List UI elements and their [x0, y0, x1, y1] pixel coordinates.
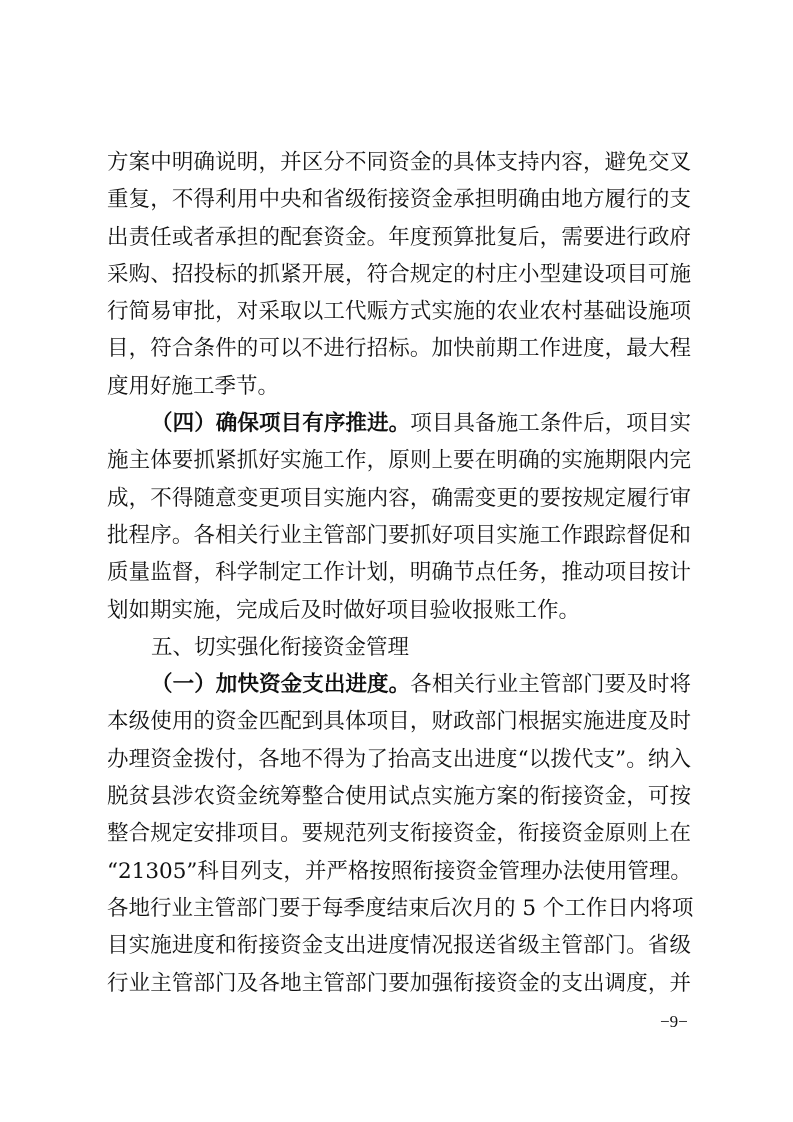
paragraph-section-5-1 — [107, 666, 694, 1002]
text-line: 批程序。各相关行业主管部门要抓好项目实施工作跟踪督促和 — [107, 522, 691, 548]
text-line — [107, 666, 691, 703]
text-line: 施主体要抓紧抓好实施工作，原则上要在明确的实施期限内完 — [107, 448, 691, 474]
section-heading: （一）加快资金支出进度。 — [151, 672, 411, 698]
text-line — [107, 405, 691, 442]
text-line: 重复，不得利用中央和省级衔接资金承担明确由地方履行的支 — [107, 187, 691, 213]
text-line: 行业主管部门及各地主管部门要加强衔接资金的支出调度，并 — [107, 970, 691, 996]
text-line: 办理资金拨付，各地不得为了抬高支出进度“以拨代支”。纳入 — [107, 746, 691, 772]
text-line: 成，不得随意变更项目实施内容，确需变更的要按规定履行审 — [107, 485, 691, 511]
text-line: 本级使用的资金匹配到具体项目，财政部门根据实施进度及时 — [107, 709, 691, 735]
text-line: 出责任或者承担的配套资金。年度预算批复后，需要进行政府 — [107, 224, 691, 250]
text-line: 整合规定安排项目。要规范列支衔接资金，衔接资金原则上在 — [107, 821, 691, 847]
text-line: 目实施进度和衔接资金支出进度情况报送省级主管部门。省级 — [107, 933, 691, 959]
paragraph-section-4 — [107, 405, 691, 629]
text-line: 方案中明确说明，并区分不同资金的具体支持内容，避免交叉 — [107, 150, 691, 175]
paragraph-continuation — [107, 144, 691, 405]
text-line: 度用好施工季节。 — [107, 373, 280, 399]
text-run: 各相关行业主管部门要及时将 — [410, 672, 691, 698]
section-heading: （四）确保项目有序推进。 — [151, 411, 411, 437]
text-line: 质量监督，科学制定工作计划，明确节点任务，推动项目按计 — [107, 560, 691, 586]
page-number: −9− — [660, 1012, 688, 1031]
document-body — [107, 144, 694, 1002]
text-line: 脱贫县涉农资金统筹整合使用试点实施方案的衔接资金，可按 — [107, 784, 691, 810]
text-line: 行简易审批，对采取以工代赈方式实施的农业农村基础设施项 — [107, 299, 691, 325]
text-line: 划如期实施，完成后及时做好项目验收报账工作。 — [107, 597, 581, 623]
text-line: 各地行业主管部门要于每季度结束后次月的 5 个工作日内将项 — [107, 895, 694, 921]
text-line: “21305”科目列支，并严格按照衔接资金管理办法使用管理。 — [107, 858, 692, 884]
text-run: 项目具备施工条件后，项目实 — [410, 411, 691, 437]
text-line: 采购、招投标的抓紧开展，符合规定的村庄小型建设项目可施 — [107, 261, 691, 287]
chapter-title: 五、切实强化衔接资金管理 — [151, 634, 410, 660]
text-line: 目，符合条件的可以不进行招标。加快前期工作进度，最大程 — [107, 336, 691, 362]
